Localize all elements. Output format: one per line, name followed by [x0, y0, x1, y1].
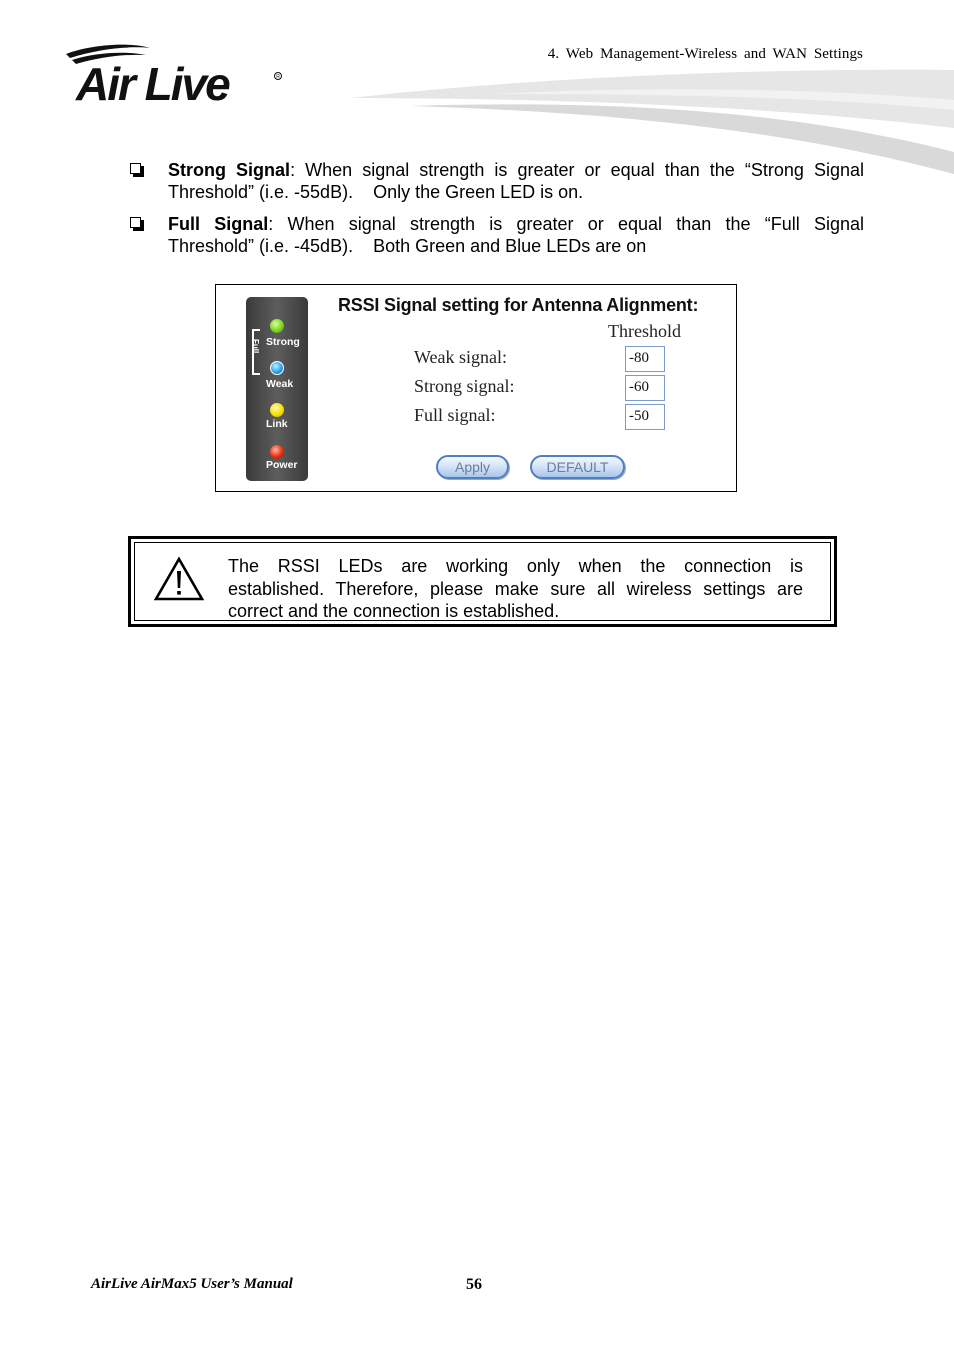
default-button[interactable]: DEFAULT	[530, 455, 625, 479]
warning-triangle-icon	[153, 556, 205, 607]
full-label: Full	[251, 339, 260, 354]
bullet-text: : When signal strength is greater or equal than the “Full Signal	[268, 214, 864, 234]
rssi-settings-screenshot	[215, 284, 737, 492]
power-led-label: Power	[266, 459, 298, 471]
svg-text:R: R	[276, 74, 280, 80]
apply-button[interactable]: Apply	[436, 455, 509, 479]
page-number: 56	[466, 1276, 482, 1293]
strong-led-label: Strong	[266, 336, 300, 348]
rssi-panel-title: RSSI Signal setting for Antenna Alignment:	[338, 295, 699, 315]
weak-signal-label: Weak signal:	[414, 347, 508, 367]
bullet-strong-signal	[130, 159, 864, 203]
weak-led-label: Weak	[266, 378, 294, 390]
link-led-label: Link	[266, 418, 288, 430]
warning-text-line1: The RSSI LEDs are working only when the connection is	[228, 556, 803, 576]
svg-text:Air Live: Air Live	[76, 58, 229, 108]
full-signal-label: Full signal:	[414, 405, 496, 425]
full-signal-input[interactable]: -50	[625, 404, 665, 430]
bullet-text: : When signal strength is greater or equal than the “Strong Signal	[290, 160, 864, 180]
threshold-header: Threshold	[608, 321, 681, 341]
power-led-icon	[270, 445, 284, 459]
warning-inner-border	[134, 542, 831, 621]
checkbox-bullet-icon	[130, 163, 141, 174]
checkbox-bullet-icon	[130, 217, 141, 228]
bullet-term: Full Signal	[168, 214, 269, 234]
manual-title: AirLive AirMax5 User’s Manual	[91, 1276, 293, 1292]
section-title: 4. Web Management-Wireless and WAN Settings	[547, 46, 863, 62]
led-indicator-bar	[246, 297, 308, 481]
bullet-full-signal	[130, 213, 864, 257]
strong-signal-label: Strong signal:	[414, 376, 515, 396]
weak-signal-input[interactable]: -80	[625, 346, 665, 372]
weak-led-icon	[270, 361, 284, 375]
warning-text-rest: established. Therefore, please make sure all wireless settings are correct and the connection is established.	[228, 578, 803, 621]
warning-text	[228, 555, 803, 623]
strong-led-icon	[270, 319, 284, 333]
link-led-icon	[270, 403, 284, 417]
airlive-logo	[62, 42, 292, 108]
bullet-term: Strong Signal	[168, 160, 291, 180]
warning-note-box	[128, 536, 837, 627]
strong-signal-input[interactable]: -60	[625, 375, 665, 401]
bullet-text-line2: Threshold” (i.e. -45dB). Both Green and Blue LEDs are on	[168, 236, 647, 256]
bullet-text-line2: Threshold” (i.e. -55dB). Only the Green LED is on.	[168, 182, 584, 202]
